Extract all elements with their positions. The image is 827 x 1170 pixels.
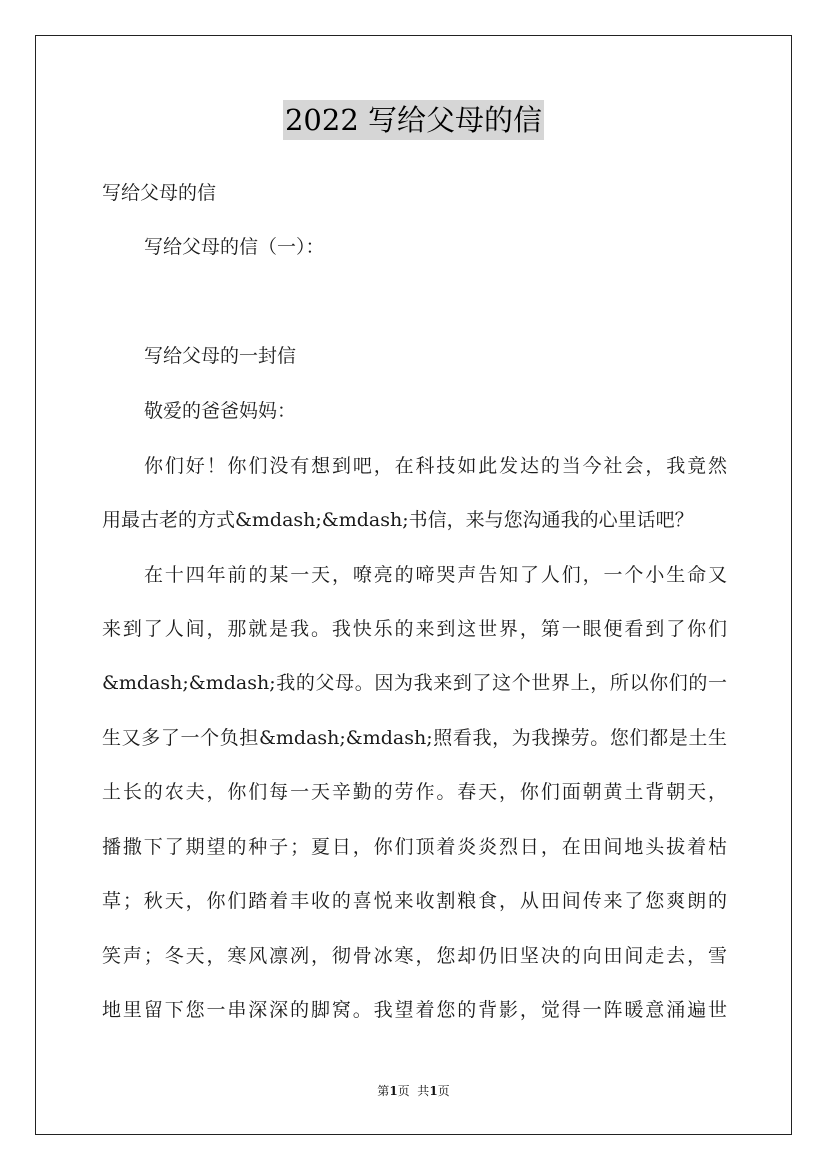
body-line: 来到了人间，那就是我。我快乐的来到这世界，第一眼便看到了你们 [102,618,727,640]
footer-page-prefix: 第 [377,1084,390,1098]
body-line: 你们好！你们没有想到吧，在科技如此发达的当今社会，我竟然 [144,455,727,477]
footer-total-pages: 1 [429,1084,438,1098]
document-subtitle: 写给父母的信 [102,182,217,204]
body-line: 生又多了一个负担&mdash;&mdash;照看我，为我操劳。您们都是土生 [102,727,727,749]
body-line: 土长的农夫，你们每一天辛勤的劳作。春天，你们面朝黄土背朝天， [102,781,727,803]
body-line: 在十四年前的某一天，嘹亮的啼哭声告知了人们，一个小生命又 [144,564,727,586]
body-line: 播撒下了期望的种子；夏日，你们顶着炎炎烈日，在田间地头拔着枯 [102,836,727,858]
letter-title: 写给父母的一封信 [144,345,297,367]
document-title: 2022 写给父母的信 [283,100,544,140]
footer-page-mid: 页 共 [397,1084,430,1098]
salutation: 敬爱的爸爸妈妈： [144,400,297,422]
page-footer [0,1083,827,1099]
body-line: 笑声；冬天，寒风凛冽，彻骨冰寒，您却仍旧坚决的向田间走去，雪 [102,945,727,967]
body-line: 用最古老的方式&mdash;&mdash;书信，来与您沟通我的心里话吧？ [102,509,694,531]
footer-page-number: 1 [389,1084,398,1098]
body-line: 草；秋天，你们踏着丰收的喜悦来收割粮食，从田间传来了您爽朗的 [102,890,727,912]
section-heading: 写给父母的信（一）： [144,236,325,258]
footer-page-suffix: 页 [437,1084,450,1098]
title-container [0,100,827,140]
body-line: 地里留下您一串深深的脚窝。我望着您的背影，觉得一阵暖意涌遍世 [102,999,727,1021]
body-line: &mdash;&mdash;我的父母。因为我来到了这个世界上，所以你们的一 [102,672,727,694]
